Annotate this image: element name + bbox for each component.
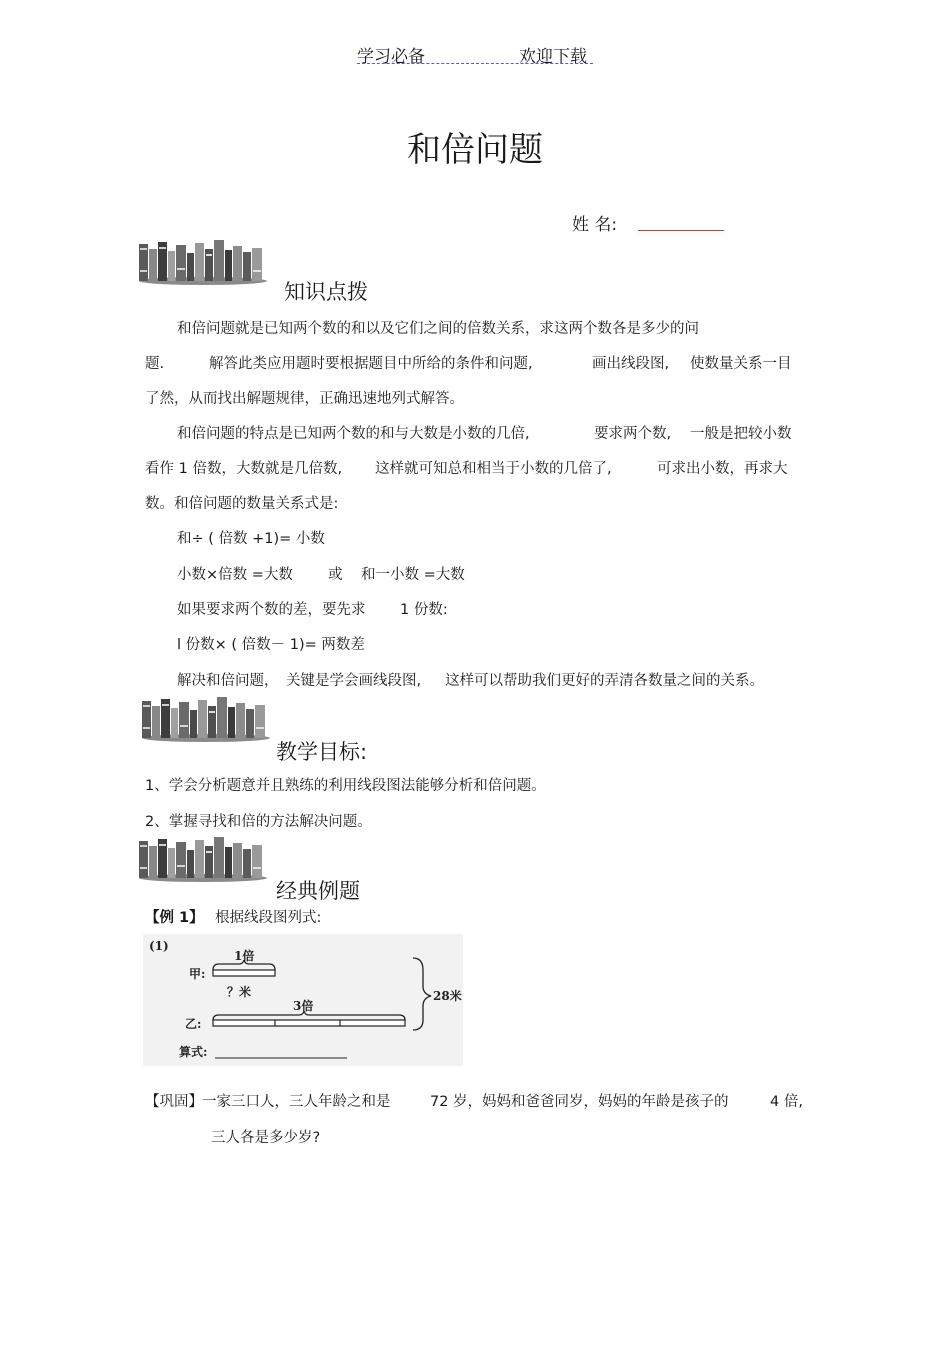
diagram-one-times: 1倍: [234, 949, 255, 963]
example-text: 根据线段图列式:: [215, 910, 322, 926]
diagram-number: (1): [149, 939, 169, 953]
books-icon: [137, 240, 269, 286]
brace-total: [413, 958, 431, 1030]
consolidate-text: 三人各是多少岁?: [211, 1130, 321, 1146]
goal-item-2: 2、掌握寻找和倍的方法解决问题。: [145, 814, 372, 830]
knowledge-text: 和倍问题就是已知两个数的和以及它们之间的倍数关系，求这两个数各是多少的问: [177, 321, 699, 337]
knowledge-text: 使数量关系一目: [690, 356, 792, 372]
diagram-question-meters: ？米: [227, 985, 252, 999]
header-underline: [357, 63, 593, 64]
goal-item-1: 1、学会分析题意并且熟练的利用线段图法能够分析和倍问题。: [145, 778, 546, 794]
section-heading-examples: 经典例题: [276, 879, 360, 903]
consolidate-text: 一家三口人，三人年龄之和是: [202, 1094, 391, 1110]
knowledge-text: 题.: [145, 356, 165, 372]
consolidate-label: 【巩固】: [145, 1094, 203, 1110]
section-heading-knowledge: 知识点拨: [284, 280, 368, 304]
page-title: 和倍问题: [407, 130, 543, 170]
header-right: 欢迎下载: [519, 47, 587, 67]
knowledge-text: 这样可以帮助我们更好的弄清各数量之间的关系。: [445, 673, 764, 689]
knowledge-text: 要求两个数,: [594, 426, 672, 442]
knowledge-text: 关键是学会画线段图,: [286, 673, 422, 689]
name-label: 姓 名:: [572, 215, 618, 235]
knowledge-text: 解决和倍问题，: [177, 673, 279, 689]
consolidate-text: 72 岁，妈妈和爸爸同岁，妈妈的年龄是孩子的: [430, 1094, 729, 1110]
segment-jia: [213, 970, 275, 976]
formula-4: l 份数× ( 倍数－ 1)= 两数差: [177, 637, 365, 653]
brace-one-times: [213, 960, 275, 970]
segment-yi: [213, 1020, 405, 1026]
formula-2c: 和一小数 =大数: [361, 567, 465, 583]
formula-3a: 如果要求两个数的差，要先求: [177, 602, 366, 618]
knowledge-text: 看作 1 倍数，大数就是几倍数,: [145, 461, 343, 477]
diagram-three-times: 3倍: [293, 999, 314, 1013]
formula-2a: 小数×倍数 =大数: [177, 567, 293, 583]
knowledge-text: 和倍问题的特点是已知两个数的和与大数是小数的几倍,: [177, 426, 530, 442]
formula-2-or: 或: [328, 567, 343, 583]
line-segment-diagram: [143, 934, 463, 1066]
knowledge-text: 一般是把较小数: [690, 426, 792, 442]
knowledge-text: 可求出小数，再求大: [657, 461, 788, 477]
books-icon: [140, 697, 272, 743]
name-blank-line: [638, 230, 724, 231]
knowledge-text: 这样就可知总和相当于小数的几倍了,: [375, 461, 612, 477]
knowledge-text: 画出线段图,: [592, 356, 670, 372]
books-icon: [137, 837, 269, 883]
consolidate-text: 4 倍,: [770, 1094, 803, 1110]
formula-1: 和÷ ( 倍数 +1)= 小数: [177, 531, 325, 547]
knowledge-text: 数。和倍问题的数量关系式是:: [145, 496, 339, 512]
section-heading-goals: 教学目标:: [276, 740, 368, 764]
knowledge-text: 解答此类应用题时要根据题目中所给的条件和问题,: [209, 356, 533, 372]
knowledge-text: 了然，从而找出解题规律，正确迅速地列式解答。: [145, 391, 464, 407]
formula-3b: 1 份数:: [400, 602, 448, 618]
diagram-label-yi: 乙:: [185, 1017, 202, 1031]
diagram-total: 28米: [433, 989, 462, 1003]
header-left: 学习必备: [357, 47, 425, 67]
diagram-formula-label: 算式:: [179, 1045, 208, 1059]
example-label: 【例 1】: [145, 910, 204, 926]
diagram-label-jia: 甲:: [189, 967, 206, 981]
